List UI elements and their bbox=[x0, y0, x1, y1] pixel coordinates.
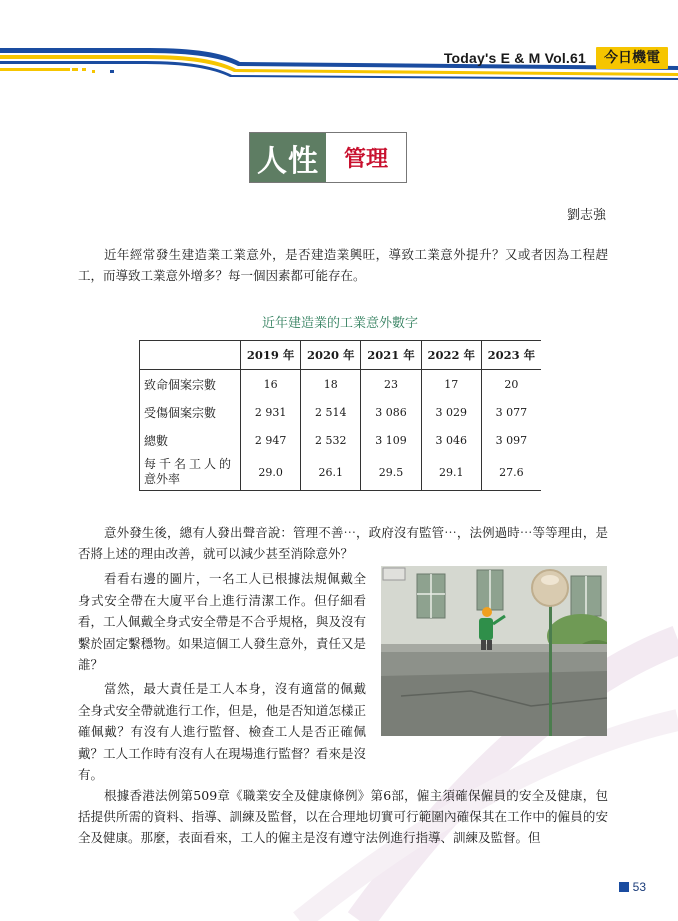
table-row bbox=[140, 398, 542, 426]
cell: 2 931 bbox=[241, 398, 301, 426]
cell: 18 bbox=[301, 370, 361, 399]
cell: 27.6 bbox=[481, 454, 541, 491]
title-part-2: 管理 bbox=[343, 147, 388, 172]
row-label: 總數 bbox=[140, 426, 241, 454]
cell: 3 029 bbox=[421, 398, 481, 426]
cell: 3 109 bbox=[361, 426, 421, 454]
row-label-line-2: 意外率 bbox=[144, 472, 181, 486]
header bbox=[444, 47, 668, 69]
cell: 17 bbox=[421, 370, 481, 399]
cell: 2 532 bbox=[301, 426, 361, 454]
cell: 23 bbox=[361, 370, 421, 399]
cell: 29.0 bbox=[241, 454, 301, 491]
paragraph-3: 看看右邊的圖片，一名工人已根據法規佩戴全身式安全帶在大廈平台上進行清潔工作。但仔細看看，工人佩戴全身式安全帶是不合乎規格，與及沒有繫於固定繫穩物。如果這個工人發生意外，責任又是誰？ bbox=[78, 571, 366, 672]
cell: 26.1 bbox=[301, 454, 361, 491]
section-tag: 今日機電 bbox=[596, 47, 668, 69]
cell: 3 046 bbox=[421, 426, 481, 454]
page-number bbox=[619, 880, 646, 894]
cell: 3 097 bbox=[481, 426, 541, 454]
author: 劉志強 bbox=[566, 208, 606, 223]
col-2019: 2019 年 bbox=[241, 341, 301, 370]
magazine-title: Today's E & M Vol.61 bbox=[443, 50, 586, 66]
cell: 29.5 bbox=[361, 454, 421, 491]
table-row bbox=[140, 454, 542, 491]
row-label bbox=[140, 454, 241, 491]
page-marker-icon bbox=[619, 882, 629, 892]
row-label: 致命個案宗數 bbox=[140, 370, 241, 399]
table-row bbox=[140, 370, 542, 399]
table-header-row bbox=[140, 341, 542, 370]
paragraph-4: 當然，最大責任是工人本身，沒有適當的佩戴全身式安全帶就進行工作，但是，他是否知道怎樣正確佩戴？有沒有人進行監督、檢查工人是否正確佩戴？工人工作時有沒有人在現場進行監督？看來是沒有。 bbox=[78, 681, 366, 782]
col-2020: 2020 年 bbox=[301, 341, 361, 370]
table-caption: 近年建造業的工業意外數字 bbox=[261, 316, 418, 331]
cell: 29.1 bbox=[421, 454, 481, 491]
worker-photo bbox=[381, 566, 607, 736]
col-2023: 2023 年 bbox=[481, 341, 541, 370]
row-label-line-1: 每千名工人的 bbox=[144, 457, 235, 471]
page-number-text: 53 bbox=[632, 880, 646, 894]
row-label: 受傷個案宗數 bbox=[140, 398, 241, 426]
title-part-1: 人性 bbox=[250, 133, 326, 182]
col-2021: 2021 年 bbox=[361, 341, 421, 370]
article-title bbox=[249, 132, 407, 183]
cell: 16 bbox=[241, 370, 301, 399]
paragraph-1: 近年經常發生建造業工業意外，是否建造業興旺，導致工業意外提升？又或者因為工程趕工，而導致工業意外增多？每一個因素都可能存在。 bbox=[78, 247, 608, 283]
cell: 3 086 bbox=[361, 398, 421, 426]
table-corner bbox=[140, 341, 241, 370]
cell: 3 077 bbox=[481, 398, 541, 426]
table-row bbox=[140, 426, 542, 454]
cell: 20 bbox=[481, 370, 541, 399]
header-band bbox=[0, 0, 678, 90]
accident-table bbox=[139, 340, 541, 491]
cell: 2 514 bbox=[301, 398, 361, 426]
paragraph-5: 根據香港法例第509章《職業安全及健康條例》第6部，僱主須確保僱員的安全及健康，包括提供所需的資料、指導、訓練及監督，以在合理地切實可行範圍內確保其在工作中的僱員的安全及健康。那麼，表面看來，工人的僱主是沒有遵守法例進行指導、訓練及監督。但 bbox=[78, 788, 608, 845]
paragraph-2: 意外發生後，總有人發出聲音說：管理不善⋯，政府沒有監管⋯，法例過時⋯等等理由，是否將上述的理由改善，就可以減少甚至消除意外？ bbox=[78, 525, 608, 561]
cell: 2 947 bbox=[241, 426, 301, 454]
col-2022: 2022 年 bbox=[421, 341, 481, 370]
